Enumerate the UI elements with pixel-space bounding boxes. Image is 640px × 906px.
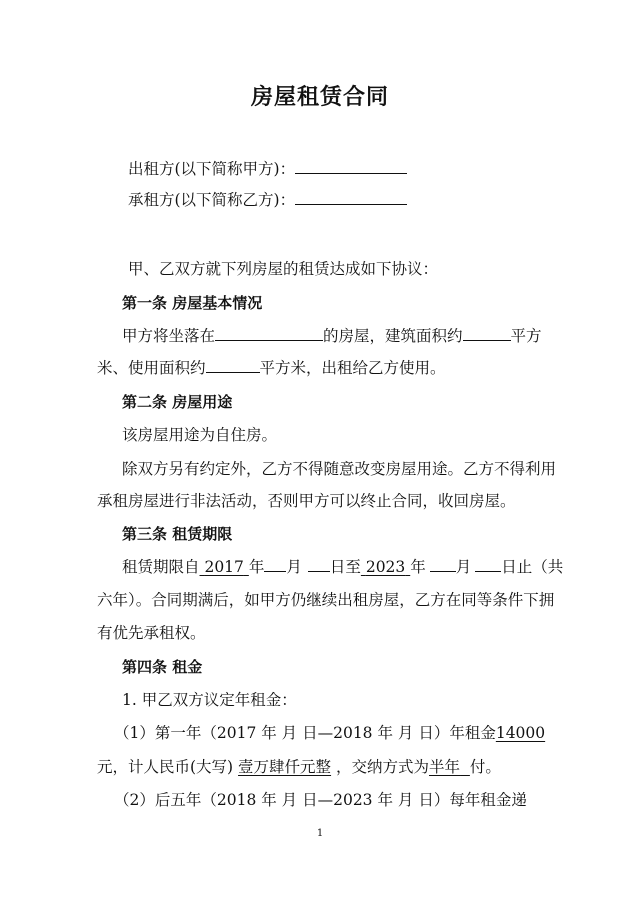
end-month-blank[interactable]	[430, 557, 456, 572]
lessee-label: 承租方(以下简称乙方)：	[128, 191, 296, 209]
article4-sub3: （2）后五年（2018 年 月 日—2023 年 月 日）每年租金递	[114, 791, 527, 809]
lessor-line	[128, 158, 407, 180]
article4-sub1	[114, 722, 545, 744]
term-text-a: 租赁期限自	[122, 558, 200, 576]
article4-sub2	[97, 756, 501, 778]
start-year	[200, 558, 249, 576]
intro-text: 甲、乙双方就下列房屋的租赁达成如下协议：	[128, 260, 439, 278]
article3-heading: 第三条 租赁期限	[122, 525, 233, 543]
article2-para2: 除双方另有约定外，乙方不得随意改变房屋用途。乙方不得利用	[122, 460, 557, 478]
article2-para1: 该房屋用途为自住房。	[122, 426, 278, 444]
rmb-text: 元，计人民币(大写)	[97, 758, 234, 776]
article1-text-d: 米、使用面积约	[97, 359, 206, 377]
article1-text-c: 平方	[510, 327, 542, 345]
page-number: 1	[316, 828, 324, 839]
term-end-label: 日止（共	[501, 558, 564, 576]
building-area-blank[interactable]	[463, 326, 511, 341]
location-blank[interactable]	[215, 326, 323, 341]
article1-heading: 第一条 房屋基本情况	[122, 294, 263, 312]
article2-heading: 第二条 房屋用途	[122, 393, 233, 411]
article1-text-a: 甲方将坐落在	[122, 327, 216, 345]
term-day-label: 日至	[329, 558, 361, 576]
first-year-rent: 14000	[495, 724, 546, 742]
article3-para1	[122, 556, 563, 578]
article4-heading: 第四条 租金	[122, 658, 203, 676]
article3-para2: 六年）。合同期满后，如甲方仍继续出租房屋，乙方在同等条件下拥	[97, 591, 555, 609]
usable-area-blank[interactable]	[206, 358, 260, 373]
start-year-value: 2017	[204, 558, 244, 576]
payment-method-text: ，交纳方式为	[336, 758, 430, 776]
lessor-blank[interactable]	[295, 159, 407, 174]
payment-method	[429, 758, 470, 776]
payment-suffix: 付。	[469, 758, 501, 776]
end-day-blank[interactable]	[475, 557, 501, 572]
term-year-label: 年	[248, 558, 265, 576]
start-day-blank[interactable]	[308, 557, 330, 572]
article4-item1: 1. 甲乙双方议定年租金：	[122, 691, 297, 709]
article1-para1	[122, 325, 542, 347]
article3-para3: 有优先承租权。	[97, 624, 206, 642]
first-year-text: （1）第一年（2017 年 月 日—2018 年 月 日）年租金	[114, 724, 496, 742]
payment-method-value: 半年	[429, 758, 461, 776]
lessee-line	[128, 189, 407, 211]
end-year-value: 2023	[365, 558, 406, 576]
document-title: 房屋租赁合同	[250, 84, 389, 110]
term-month2-label: 月	[455, 558, 472, 576]
lessee-blank[interactable]	[295, 190, 407, 205]
rent-amount-chinese: 壹万肆仟元整	[238, 758, 332, 776]
article1-para2	[97, 357, 446, 379]
term-year2-label: 年	[410, 558, 426, 576]
end-year	[361, 558, 410, 576]
article1-text-e: 平方米，出租给乙方使用。	[259, 359, 446, 377]
start-month-blank[interactable]	[264, 557, 286, 572]
article2-para3: 承租房屋进行非法活动，否则甲方可以终止合同，收回房屋。	[97, 492, 516, 510]
article1-text-b: 的房屋，建筑面积约	[323, 327, 463, 345]
term-month-label: 月	[286, 558, 302, 576]
lessor-label: 出租方(以下简称甲方)：	[128, 160, 296, 178]
